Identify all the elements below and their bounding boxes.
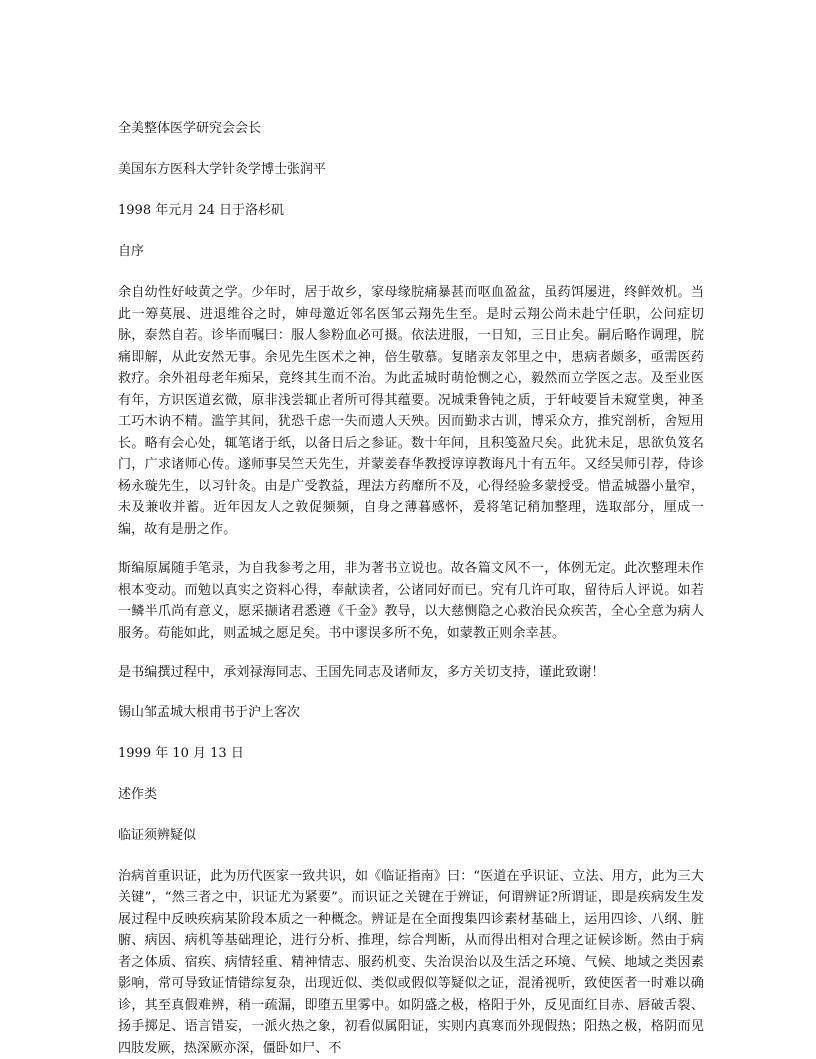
preface-heading: 自序 xyxy=(118,240,704,264)
author-title-line: 全美整体医学研究会会长 xyxy=(118,117,704,141)
category-heading: 述作类 xyxy=(118,783,704,807)
body-paragraph: 治病首重识证，此为历代医家一致共识，如《临证指南》曰：“医道在乎识证、立法、用方，此为三大关键”，“然三者之中，识证尤为紧要”。而识证之关键在于辨证，何谓辨证?所谓证，即是疾病发生发展过程中反映疾病某阶段本质之一种概念。辨证是在全面搜集四诊素材基础上，运用四诊、八纲、脏腑、病因、病机等基础理论，进行分析、推理，综合判断，从而得出相对合理之证候诊断。然由于病者之体质、宿疾、病情轻重、精神情志、服药机变、失治误治以及生活之环境、气候、地域之类因素影响，常可导致证情错综复杂，出现近似、类似或假似等疑似之证，混淆视听，致使医者一时难以确诊，其至真假难辨，稍一疏漏，即堕五里雾中。如阴盛之极，格阳于外，反见面红目赤、唇破舌裂、扬手掷足、语言错妄，一派火热之象，初看似属阳证，实则内真寒而外现假热；阳热之极，格阴而见四肢发厥，热深厥亦深，僵卧如尸、不 xyxy=(118,866,704,1059)
author-date-line: 1998 年元月 24 日于洛杉矶 xyxy=(118,199,704,223)
signature-date: 1999 年 10 月 13 日 xyxy=(118,742,704,766)
acknowledgement-paragraph: 是书编撰过程中，承刘禄海同志、王国先同志及诸师友，多方关切支持，谨此致谢！ xyxy=(118,662,704,684)
preface-paragraph: 余自幼性好岐黄之学。少年时，居于故乡，家母缘脘痛暴甚而呕血盈盆，虽药饵屡进，终鲜效机。当此一筹莫展、进退维谷之时，婶母邀近邻名医邹云翔先生至。是时云翔公尚未赴宁任职，公问症切脉，泰然自若。诊毕而嘱曰：服人参粉血必可摄。依法进服，一日知，三日止矣。嗣后略作调理，脘痛即解，从此安然无事。余见先生医术之神，倍生敬慕。复睹亲友邻里之中，患病者颇多，亟需医药救疗。余外祖母老年痴呆，竟终其生而不治。为此孟城时萌怆恻之心，毅然而立学医之志。及至业医有年，方识医道玄微，原非浅尝辄止者所可得其蕴要。况城秉鲁钝之质，于轩岐要旨未窥堂奥，神圣工巧木讷不精。滥竽其间，犹恐千虑一失而遗人天殃。因而勤求古训，博采众方，推究剖析，舍短用长。略有会心处，辄笔诸于纸，以备日后之参证。数十年间，且积笺盈尺矣。此犹未足，思欲负笈名门，广求诸师心传。遂师事吴竺天先生，并蒙姜春华教授谆谆教诲凡十有五年。又经吴师引荐，侍诊杨永璇先生，以习针灸。由是广受教益，理法方药靡所不及，心得经验多蒙授受。惜孟城器小量窄，未及兼收并蓄。近年因友人之敦促频频，自身之薄暮感怀，爰将笔记稍加整理，选取部分，厘成一编，故有是册之作。 xyxy=(118,282,704,540)
author-name-line: 美国东方医科大学针灸学博士张润平 xyxy=(118,158,704,182)
signature-line: 锡山邹孟城大根甫书于沪上客次 xyxy=(118,701,704,725)
preface-paragraph: 斯编原属随手笔录，为自我参考之用，非为著书立说也。故各篇文风不一，体例无定。此次整理未作根本变动。而勉以真实之资料心得，奉献读者，公诸同好而已。究有几许可取，留待后人评说。如若一鳞半爪尚有意义，愿采撷诸君悉遵《千金》教导，以大慈恻隐之心救治民众疾苦，全心全意为病人服务。苟能如此，则孟城之愿足矣。书中谬误多所不免，如蒙教正则余幸甚。 xyxy=(118,558,704,644)
section-title: 临证须辨疑似 xyxy=(118,824,704,848)
